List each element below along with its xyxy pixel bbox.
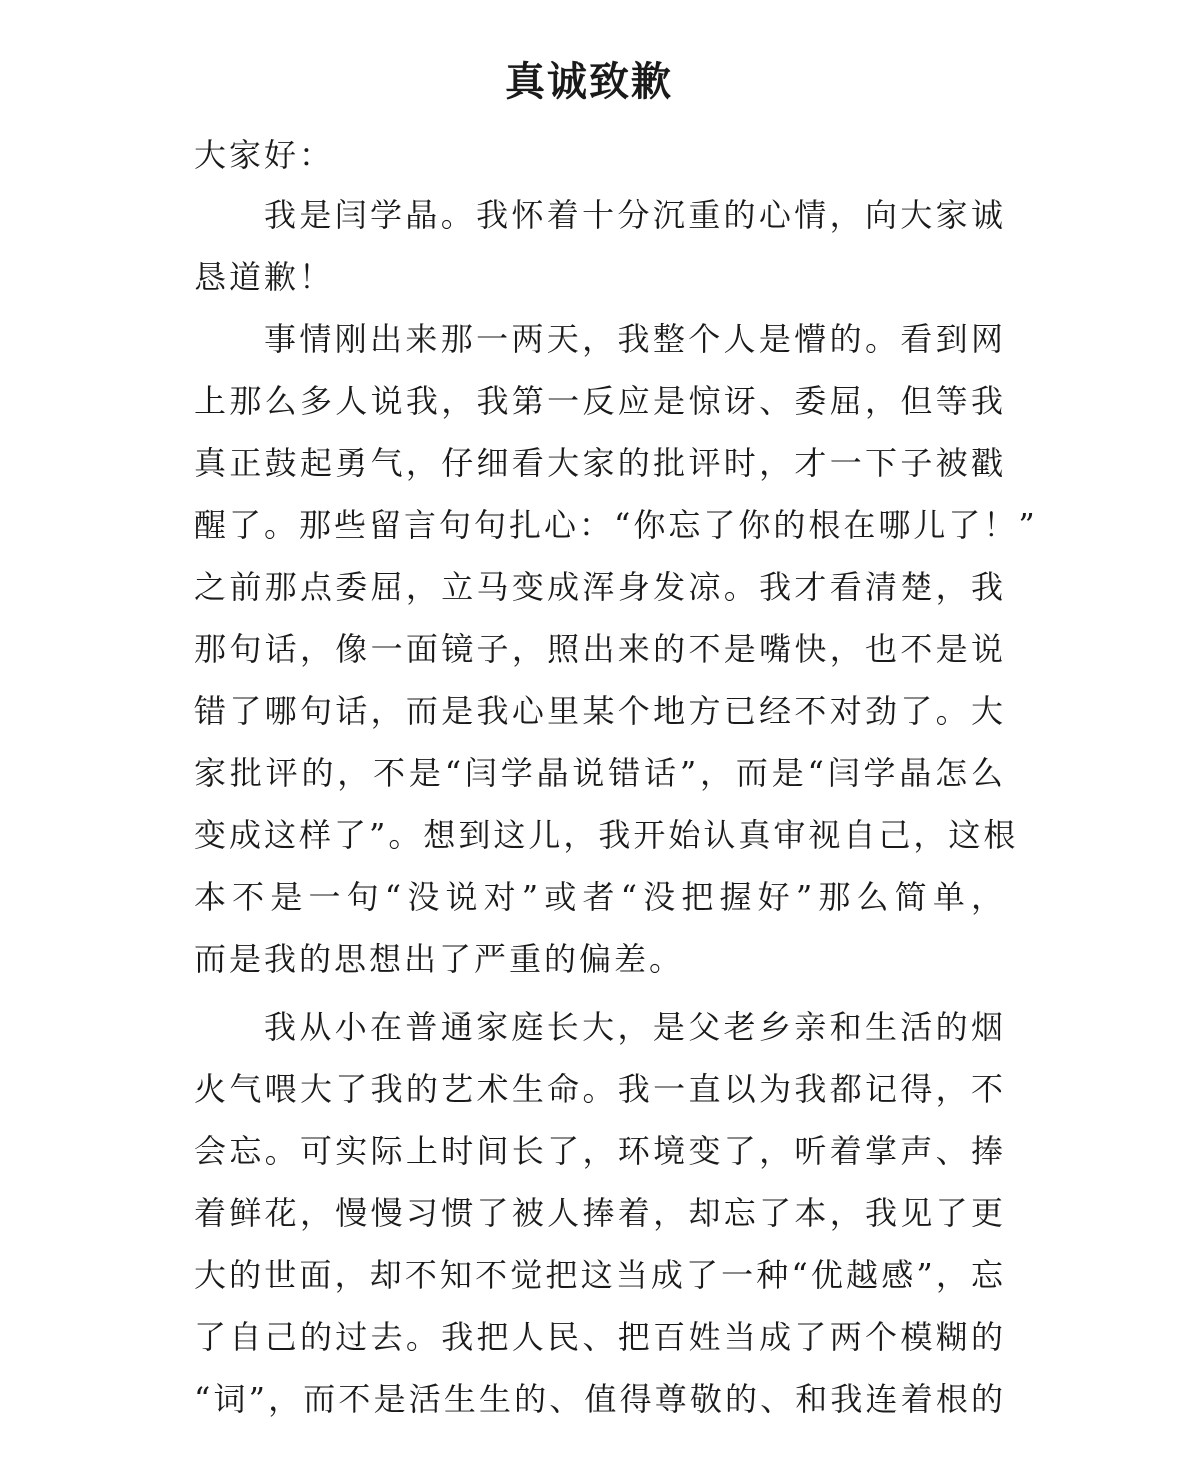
paragraph-line: 恳道歉！ — [194, 258, 335, 296]
paragraph-line: 事情刚出来那一两天，我整个人是懵的。看到网 — [264, 320, 1006, 358]
paragraph-line: 了自己的过去。我把人民、把百姓当成了两个模糊的 — [194, 1318, 1006, 1356]
paragraph-line: 大的世面，却不知不觉把这当成了一种“优越感”，忘 — [194, 1256, 1006, 1294]
paragraph-line: 上那么多人说我，我第一反应是惊讶、委屈，但等我 — [194, 382, 1006, 420]
salutation: 大家好： — [194, 136, 335, 174]
paragraph-3 — [194, 996, 1006, 1430]
paragraph-line: 变成这样了”。想到这儿，我开始认真审视自己，这根 — [194, 816, 1019, 854]
paragraph-line: 家批评的，不是“闫学晶说错话”，而是“闫学晶怎么 — [194, 754, 1006, 792]
paragraph-line: 着鲜花，慢慢习惯了被人捧着，却忘了本，我见了更 — [194, 1194, 1006, 1232]
paragraph-line: 我是闫学晶。我怀着十分沉重的心情，向大家诚 — [264, 196, 1006, 234]
paragraph-line: “词”，而不是活生生的、值得尊敬的、和我连着根的 — [194, 1380, 1006, 1418]
paragraph-line: 我从小在普通家庭长大，是父老乡亲和生活的烟 — [264, 1008, 1006, 1046]
paragraph-line: 会忘。可实际上时间长了，环境变了，听着掌声、捧 — [194, 1132, 1006, 1170]
paragraph-line: 之前那点委屈，立马变成浑身发凉。我才看清楚，我 — [194, 568, 1006, 606]
paragraph-line: 错了哪句话，而是我心里某个地方已经不对劲了。大 — [194, 692, 1006, 730]
paragraph-line: 那句话，像一面镜子，照出来的不是嘴快，也不是说 — [194, 630, 1006, 668]
document-title: 真诚致歉 — [505, 58, 673, 105]
paragraph-line: 醒了。那些留言句句扎心：“你忘了你的根在哪儿了！” — [194, 506, 1038, 544]
paragraph-line: 火气喂大了我的艺术生命。我一直以为我都记得，不 — [194, 1070, 1006, 1108]
paragraph-2 — [194, 308, 1038, 990]
paragraph-line: 本不是一句“没说对”或者“没把握好”那么简单， — [194, 878, 1006, 916]
paragraph-1 — [194, 184, 1006, 308]
paragraph-line: 真正鼓起勇气，仔细看大家的批评时，才一下子被戳 — [194, 444, 1006, 482]
paragraph-line: 而是我的思想出了严重的偏差。 — [194, 940, 685, 978]
